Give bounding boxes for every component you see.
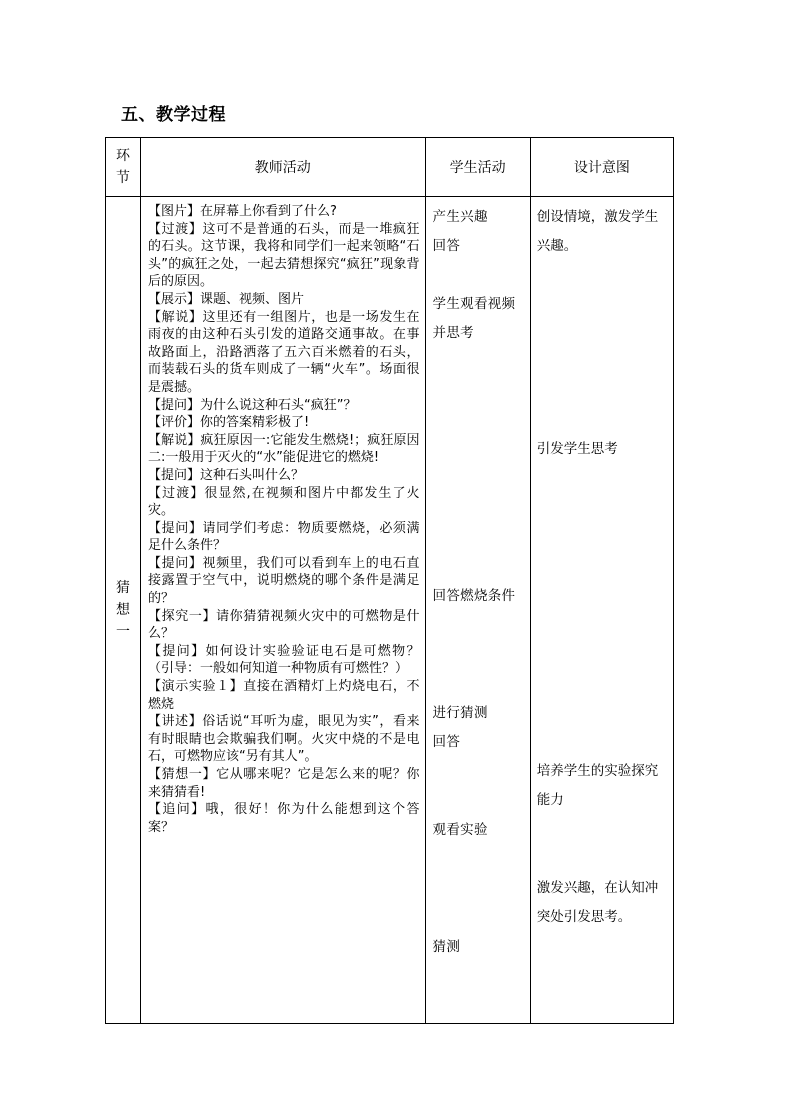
table-row	[106, 197, 674, 1024]
student-note: 回答燃烧条件	[432, 588, 516, 604]
teacher-line: 【探究一】请你猜猜视频火灾中的可燃物是什么？	[148, 608, 420, 642]
teacher-line: 【演示实验１】直接在酒精灯上灼烧电石，不燃烧	[148, 679, 420, 712]
teacher-line: 【过渡】很显然,在视频和图片中都发生了火灾。	[148, 485, 420, 519]
teacher-line: 【展示】课题、视频、图片	[148, 291, 305, 307]
header-design-intent: 设计意图	[530, 138, 673, 197]
stage-char: 一	[116, 624, 131, 640]
header-stage	[106, 138, 141, 197]
student-note: 产生兴趣 回答	[432, 209, 488, 254]
student-note: 进行猜测 回答	[432, 705, 488, 750]
design-note: 引发学生思考	[536, 441, 618, 457]
teacher-line: 【猜想一】它从哪来呢？它是怎么来的呢？你来猜猜看!	[148, 767, 420, 800]
section-heading: 五、教学过程	[121, 105, 226, 125]
student-note: 学生观看视频并思考	[432, 296, 516, 341]
teacher-line: 【过渡】这可不是普通的石头，而是一堆疯狂的石头。这节课，我将和同学们一起来领略“石头”的疯狂之处，一起去猜想探究“疯狂”现象背后的原因。	[148, 221, 420, 290]
teacher-line: 【追问】哦，很好！你为什么能想到这个答案？	[148, 802, 420, 835]
student-activity-cell	[425, 197, 530, 1024]
teacher-line: 【图片】在屏幕上你看到了什么?	[148, 204, 337, 219]
teacher-activity-cell	[141, 197, 426, 1024]
teacher-line: 【提问】这种石头叫什么？	[148, 467, 305, 483]
stage-char: 猜	[116, 580, 131, 596]
teacher-line: 【解说】疯狂原因一:它能发生燃烧!；疯狂原因二:一般用于灭火的“水”能促进它的燃烧!	[148, 432, 420, 466]
stage-cell	[106, 197, 141, 1024]
student-note: 猜测	[432, 939, 461, 955]
design-note: 创设情境，激发学生兴趣。	[536, 209, 659, 254]
student-note: 观看实验	[432, 822, 488, 838]
teacher-line: 【提问】视频里，我们可以看到车上的电石直接露置于空气中，说明燃烧的哪个条件是满足的？	[148, 555, 420, 607]
teacher-line: 【评价】你的答案精彩极了!	[148, 415, 310, 431]
teacher-line: 【提问】如何设计实验验证电石是可燃物？（引导：一般如何知道一种物质有可燃性？）	[148, 643, 420, 677]
design-intent-cell	[530, 197, 673, 1024]
teacher-line: 【提问】请同学们考虑：物质要燃烧，必须满足什么条件？	[148, 520, 420, 554]
teacher-line: 【提问】为什么说这种石头“疯狂”？	[148, 397, 357, 413]
design-note: 激发兴趣，在认知冲突处引发思考。	[536, 880, 659, 925]
teacher-line: 【解说】这里还有一组图片，也是一场发生在雨夜的由这种石头引发的道路交通事故。在事故路面上，沿路洒落了五六百米燃着的石头，而装载石头的货车则成了一辆“火车”。场面很是震撼。	[148, 309, 420, 395]
header-stage-char: 环	[116, 148, 131, 164]
header-stage-char: 节	[116, 170, 131, 186]
table-header-row	[106, 138, 674, 197]
design-note: 培养学生的实验探究能力	[536, 763, 659, 808]
header-teacher-activity: 教师活动	[141, 138, 426, 197]
stage-char: 想	[116, 602, 131, 618]
teacher-line: 【讲述】俗话说“耳听为虚，眼见为实”，看来有时眼睛也会欺骗我们啊。火灾中烧的不是电石，可燃物应该“另有其人”。	[148, 714, 420, 765]
header-student-activity: 学生活动	[425, 138, 530, 197]
teaching-process-table	[105, 137, 674, 1024]
